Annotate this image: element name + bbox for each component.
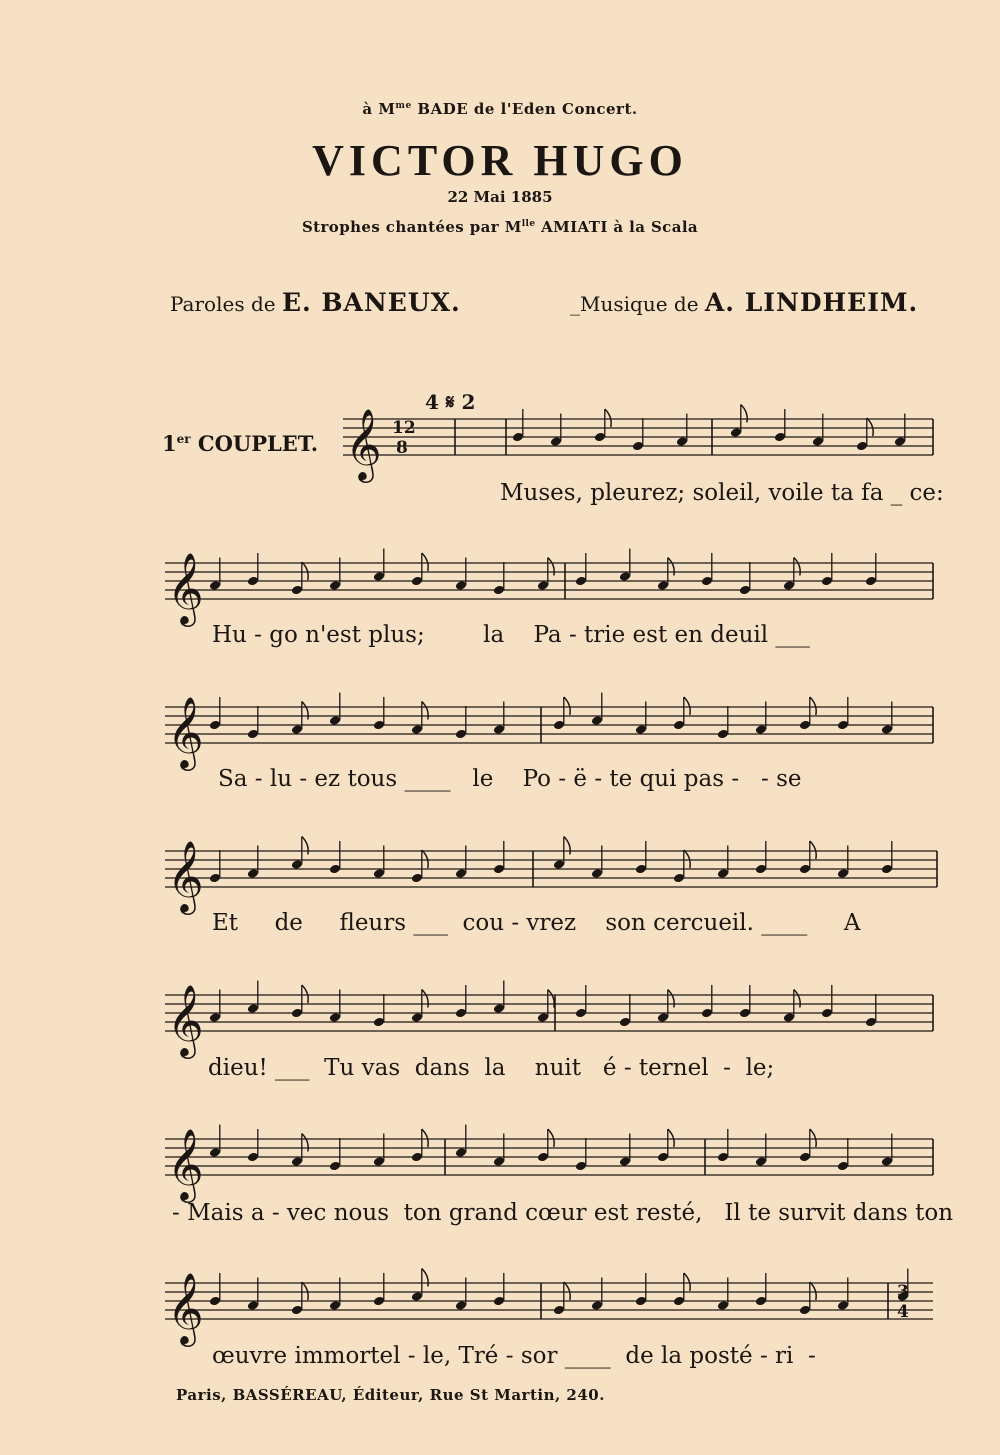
- note-flag: [302, 1282, 308, 1300]
- publisher-imprint: Paris, BASSÉREAU, Éditeur, Rue St Martin, 240.: [176, 1386, 605, 1404]
- note-flag: [422, 553, 428, 571]
- note-flag: [302, 985, 308, 1003]
- note-flag: [684, 1273, 690, 1291]
- note-flag: [794, 558, 800, 576]
- note-flag: [564, 697, 570, 715]
- note-flag: [548, 558, 554, 576]
- treble-clef-icon: 𝄞: [167, 1127, 204, 1200]
- treble-clef-icon: 𝄞: [167, 839, 204, 912]
- note-flag: [605, 409, 611, 427]
- note-flag: [564, 1282, 570, 1300]
- note-flag: [422, 1269, 428, 1287]
- lyric-line: Muses, pleurez; soleil, voile ta fa _ ce:: [500, 480, 944, 506]
- note-flag: [810, 841, 816, 859]
- note-flag: [548, 1129, 554, 1147]
- treble-clef-icon: 𝄞: [167, 551, 204, 624]
- treble-clef-icon: 𝄞: [167, 1271, 204, 1344]
- time-signature-denominator: 4: [897, 1302, 909, 1322]
- subtitle: Strophes chantées par $M^{lle}$ AMIATI à la Scala: [301, 218, 699, 236]
- note-flag: [684, 697, 690, 715]
- couplet-label: 1er COUPLET.: [162, 431, 319, 456]
- lyric-line: Hu - go n'est plus; la Pa - trie est en deuil ___: [212, 622, 810, 648]
- date: 22 Mai 1885: [447, 188, 553, 206]
- note-flag: [810, 1282, 816, 1300]
- note-flag: [794, 990, 800, 1008]
- note-flag: [302, 1134, 308, 1152]
- note-flag: [302, 702, 308, 720]
- treble-clef-icon: 𝄞: [167, 983, 204, 1056]
- treble-clef-icon: 𝄞: [345, 407, 382, 480]
- note-flag: [302, 562, 308, 580]
- treble-clef-icon: 𝄞: [167, 695, 204, 768]
- note-flag: [302, 837, 308, 855]
- note-flag: [668, 990, 674, 1008]
- lyrics-credit: Paroles de E. BANEUX.: [170, 288, 461, 317]
- page-title: VICTOR HUGO: [312, 136, 688, 185]
- lyric-line: Et de fleurs ___ cou - vrez son cercueil. ____ A: [212, 910, 861, 936]
- lyric-line: - Mais a - vec nous ton grand cœur est resté, Il te survit dans ton: [172, 1200, 954, 1226]
- music-credit: _Musique de A. LINDHEIM.: [570, 288, 919, 317]
- note-flag: [548, 990, 554, 1008]
- time-signature-numerator: 12: [392, 418, 416, 438]
- lyric-line: dieu! ___ Tu vas dans la nuit é - ternel - le;: [208, 1055, 775, 1081]
- note-flag: [422, 702, 428, 720]
- note-flag: [684, 850, 690, 868]
- note-flag: [668, 1129, 674, 1147]
- lyric-line: œuvre immortel - le, Tré - sor ____ de la posté - ri -: [212, 1343, 816, 1369]
- lyric-line: Sa - lu - ez tous ____ le Po - ë - te qui pas - - se: [218, 766, 802, 792]
- note-flag: [810, 1129, 816, 1147]
- time-signature-numerator: 3: [897, 1282, 909, 1302]
- note-flag: [422, 1129, 428, 1147]
- note-flag: [422, 850, 428, 868]
- time-signature-denominator: 8: [396, 438, 408, 458]
- rehearsal-mark: 4 𝄋 2: [425, 390, 476, 414]
- note-flag: [668, 558, 674, 576]
- note-flag: [867, 418, 873, 436]
- note-flag: [741, 405, 747, 423]
- note-flag: [810, 697, 816, 715]
- dedication: à $M^{me}$ BADE de l'Eden Concert.: [362, 100, 638, 118]
- note-flag: [564, 837, 570, 855]
- note-flag: [422, 990, 428, 1008]
